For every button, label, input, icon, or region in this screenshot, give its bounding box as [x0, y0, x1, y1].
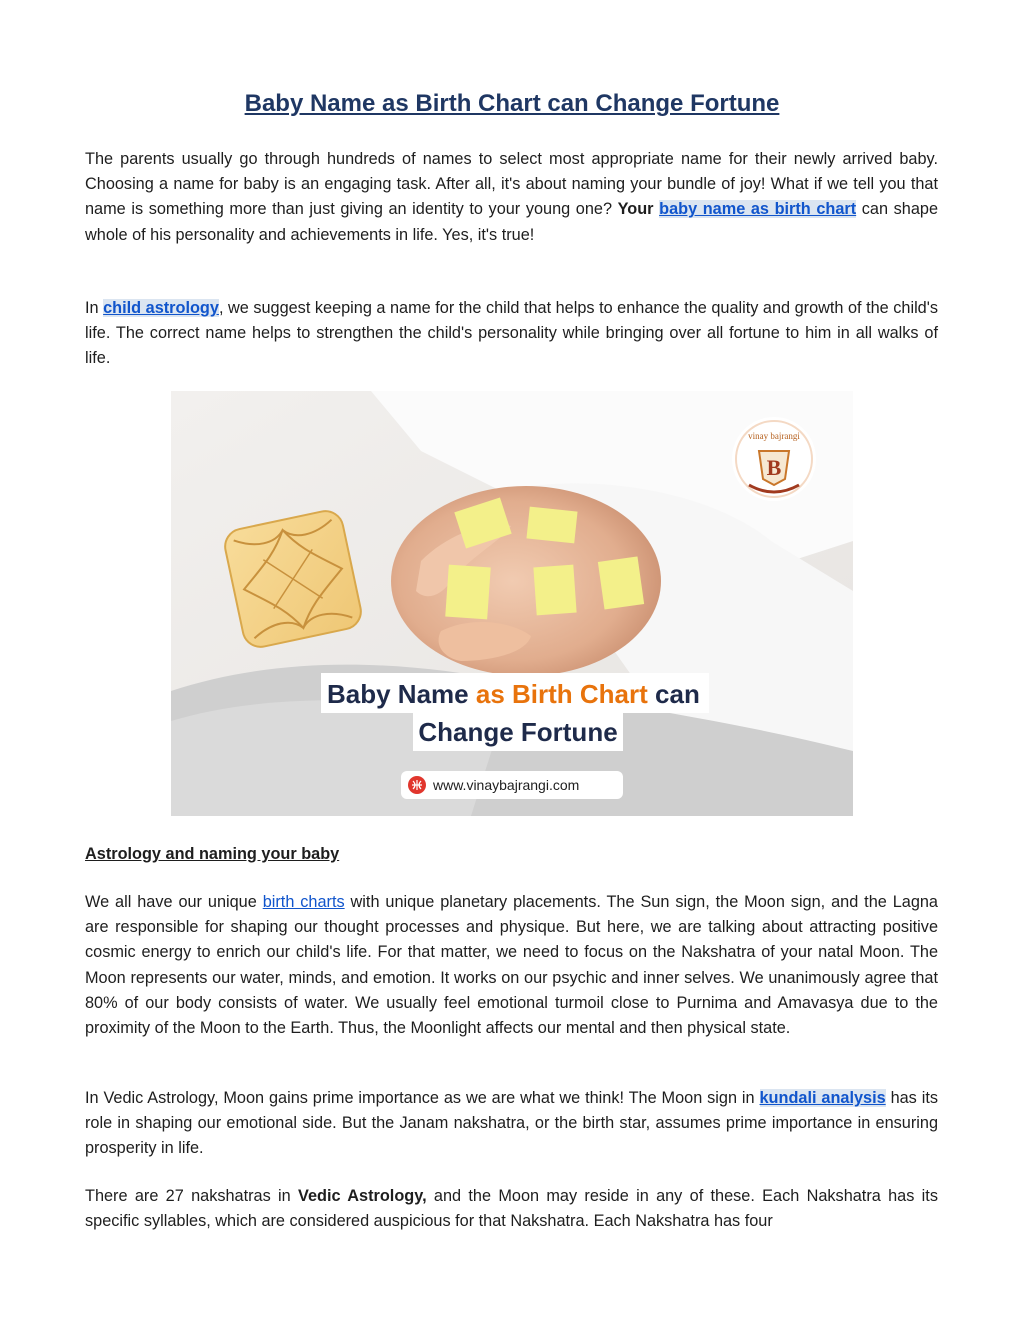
p4-prefix: In Vedic Astrology, Moon gains prime importance as we are what we think! The Moon sign in [85, 1089, 755, 1107]
section-heading: Astrology and naming your baby [85, 845, 340, 863]
svg-text:Baby Name as Birth [327, 679, 700, 709]
hero-illustration [171, 391, 853, 816]
hero-image [171, 391, 853, 816]
page-title: Baby Name as Birth Chart can Change Fortune [244, 90, 780, 117]
hero-heading-part-b: as [475, 679, 505, 709]
p3-prefix: We all have our unique [85, 893, 257, 911]
svg-text:vinay bajrangi: vinay bajrangi [748, 431, 800, 441]
birth-charts-paragraph [85, 890, 938, 1041]
child-astrology-paragraph [85, 296, 938, 372]
intro-bold-word: Your [617, 200, 654, 219]
vedic-astrology-bold: Vedic Astrology, [298, 1187, 427, 1205]
vedic-moon-paragraph [85, 1086, 938, 1162]
p2-prefix: In [85, 299, 99, 317]
hero-heading-part-a: Baby Name [327, 679, 469, 709]
hero-website: www.vinaybajrangi.com [433, 777, 580, 793]
nakshatra-paragraph [85, 1184, 938, 1234]
hero-heading-part-c: Birth Chart [512, 679, 648, 709]
svg-text:B: B [766, 455, 782, 480]
intro-paragraph [85, 147, 938, 248]
child-astrology-link[interactable]: child astrology [103, 299, 219, 317]
kundali-analysis-link[interactable]: kundali analysis [759, 1089, 886, 1107]
hero-heading-line2: Change Fortune [418, 717, 618, 747]
hero-heading-part-d: can [655, 679, 700, 709]
vinay-bajrangi-logo [732, 417, 816, 501]
intro-text: The parents usually go through hundreds of names to select most appropriate name for their newly arrived baby. Choosing a name for baby is an engaging task. After all, it's about naming your bundle of joy! What if we tell you that name is something more than just giving an identity to your young one? [85, 150, 938, 219]
baby-name-birth-chart-link[interactable]: baby name as birth chart [659, 200, 857, 219]
intro-text-end: can shape whole of his personality and achievements in life. Yes, it's true! [85, 200, 938, 244]
p5-prefix: There are 27 nakshatras in [85, 1187, 291, 1205]
p4-text: has its role in shaping our emotional side. But the Janam nakshatra, or the birth star, assumes prime importance in ensuring prosperity in life. [85, 1089, 938, 1158]
birth-charts-link[interactable]: birth charts [262, 893, 345, 911]
birth-chart-card-icon [222, 508, 364, 650]
p3-text: with unique planetary placements. The Sun sign, the Moon sign, and the Lagna are responsible for shaping our thought processes and physique. But here, we are talking about attracting positive cosmic energy to enrich our child's life. For that matter, we need to focus on the Nakshatra of your natal Moon. The Moon represents our water, minds, and emotion. It works on our psychic and inner selves. We unanimously agree that 80% of our body consists of water. We usually feel emotional turmoil close to Purnima and Amavasya due to the proximity of the Moon to the Earth. Thus, the Moonlight affects our mental and then physical state. [85, 893, 938, 1038]
p5-text: and the Moon may reside in any of these. Each Nakshatra has its specific syllables, which are considered auspicious for that Nakshatra. Each Nakshatra has four [85, 1187, 938, 1231]
p2-text: , we suggest keeping a name for the child that helps to enhance the quality and growth of the child's life. The correct name helps to strengthen the child's personality while bringing over all fortune to him in all walks of life. [85, 299, 938, 368]
